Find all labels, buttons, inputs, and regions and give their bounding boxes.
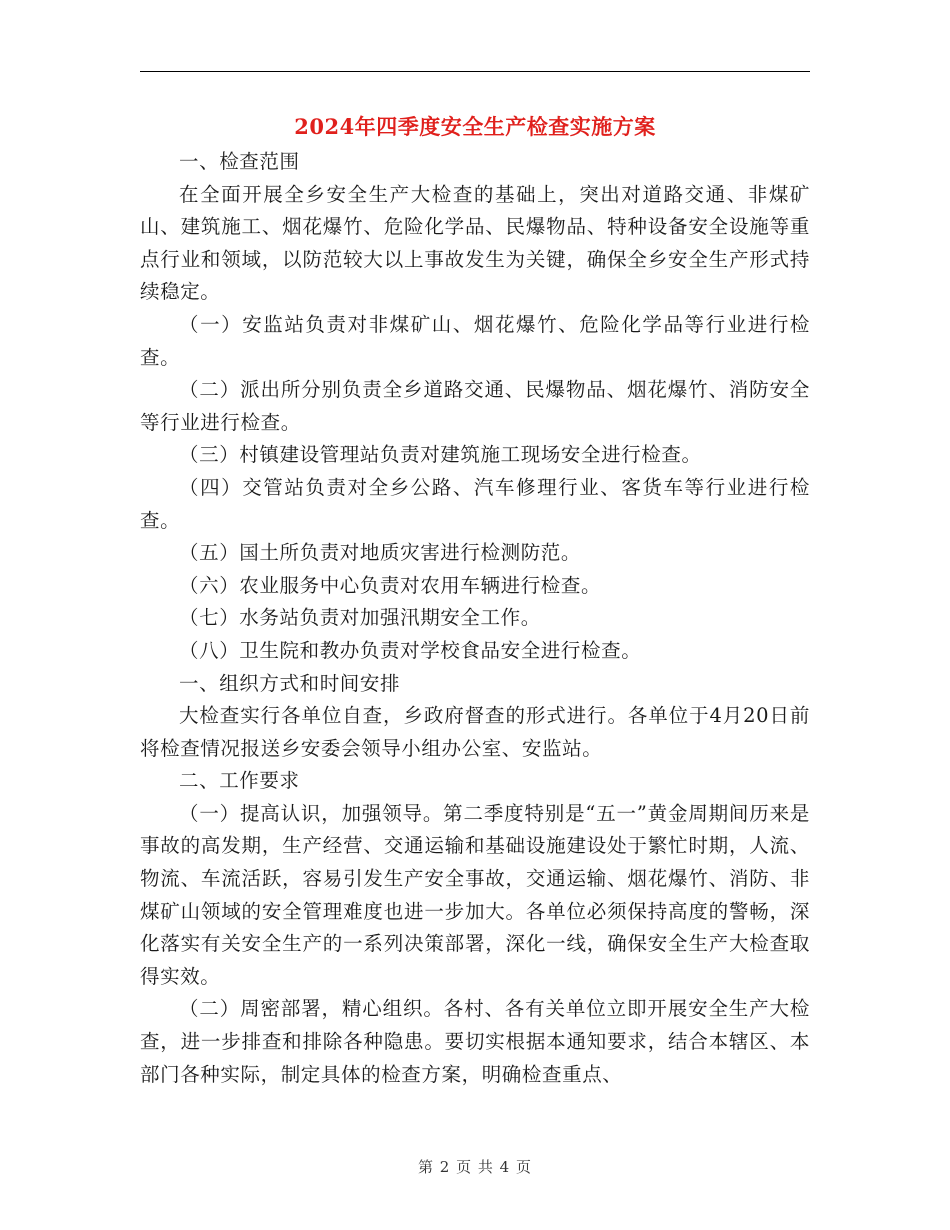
header-rule: [140, 71, 810, 72]
list-item-5: （五）国土所负责对地质灾害进行检测防范。: [179, 541, 582, 565]
paragraph-organization: 大检查实行各单位自查，乡政府督查的形式进行。各单位于4月20日前将检查情况报送乡安委会领导小组办公室、安监站。: [140, 704, 810, 760]
list-item-7: （七）水务站负责对加强汛期安全工作。: [179, 606, 541, 630]
section-heading-requirements: 二、工作要求: [179, 769, 300, 793]
list-item-8: （八）卫生院和教办负责对学校食品安全进行检查。: [179, 638, 642, 662]
document-title: 2024年四季度安全生产检查实施方案: [294, 114, 656, 139]
list-item-4: （四）交管站负责对全乡公路、汽车修理行业、客货车等行业进行检查。: [140, 475, 810, 532]
list-item-2: （二）派出所分别负责全乡道路交通、民爆物品、烟花爆竹、消防安全等行业进行检查。: [140, 378, 810, 434]
paragraph-requirement-2: （二）周密部署，精心组织。各村、各有关单位立即开展安全生产大检查，进一步排查和排除各种隐患。要切实根据本通知要求，结合本辖区、本部门各种实际，制定具体的检查方案，明确检查重点、: [140, 997, 810, 1086]
list-item-1: （一）安监站负责对非煤矿山、烟花爆竹、危险化学品等行业进行检查。: [140, 312, 810, 369]
paragraph-scope-intro: 在全面开展全乡安全生产大检查的基础上，突出对道路交通、非煤矿山、建筑施工、烟花爆竹、危险化学品、民爆物品、特种设备安全设施等重点行业和领域，以防范较大以上事故发生为关键，确保全乡安全生产形式持续稳定。: [140, 182, 810, 304]
page-number-footer: 第 2 页 共 4 页: [418, 1158, 532, 1176]
list-item-6: （六）农业服务中心负责对农用车辆进行检查。: [179, 573, 602, 597]
section-heading-organization: 一、组织方式和时间安排: [179, 671, 401, 695]
list-item-3: （三）村镇建设管理站负责对建筑施工现场安全进行检查。: [179, 443, 702, 467]
section-heading-scope: 一、检查范围: [179, 150, 300, 173]
paragraph-requirement-1: （一）提高认识，加强领导。第二季度特别是“五一”黄金周期间历来是事故的高发期，生产经营、交通运输和基础设施建设处于繁忙时期，人流、物流、车流活跃，容易引发生产安全事故，交通运输、烟花爆竹、消防、非煤矿山领域的安全管理难度也进一步加大。各单位必须保持高度的警畅，深化落实有关安全生产的一系列决策部署，深化一线，确保安全生产大检查取得实效。: [140, 801, 810, 988]
document-body: [140, 146, 810, 1091]
